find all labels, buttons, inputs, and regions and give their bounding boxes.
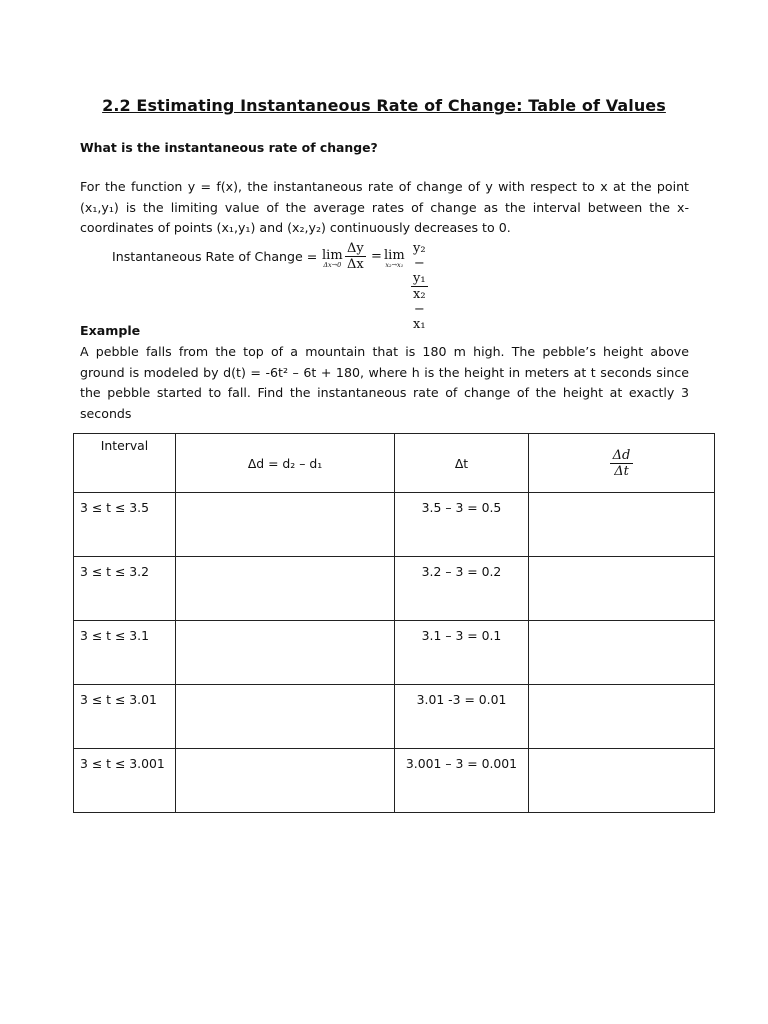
table-row (74, 557, 715, 621)
limit-1-subscript: Δx→0 (323, 261, 342, 269)
delta-d-cell[interactable] (176, 621, 395, 685)
delta-d-cell[interactable] (176, 749, 395, 813)
delta-t-cell: 3.5 – 3 = 0.5 (395, 493, 529, 557)
example-line: the pebble started to fall. Find the instantaneous rate of change of the height at exactly 3 (80, 385, 689, 400)
page-title: 2.2 Estimating Instantaneous Rate of Change: Table of Values (102, 96, 666, 115)
formula-equals: = (371, 249, 382, 264)
interval-cell: 3 ≤ t ≤ 3.5 (74, 493, 176, 557)
example-line: seconds (80, 405, 132, 421)
fraction-1-denominator: Δx (347, 257, 364, 272)
table-row (74, 493, 715, 557)
delta-t-cell: 3.01 -3 = 0.01 (395, 685, 529, 749)
delta-d-cell[interactable] (176, 557, 395, 621)
header-interval: Interval (74, 434, 176, 493)
definition-line: coordinates of points (x₁,y₁) and (x₂,y₂) continuously decreases to 0. (80, 220, 511, 235)
interval-cell: 3 ≤ t ≤ 3.1 (74, 621, 176, 685)
rate-table (73, 433, 715, 813)
header-delta-t: Δt (395, 434, 529, 493)
fraction-2-numerator: y₂ − y₁ (413, 241, 426, 286)
ratio-fraction (610, 448, 634, 479)
header-delta-d: Δd = d₂ – d₁ (176, 434, 395, 493)
interval-cell: 3 ≤ t ≤ 3.01 (74, 685, 176, 749)
table-header-row (74, 434, 715, 493)
ratio-numerator: Δd (610, 448, 634, 464)
ratio-cell[interactable] (529, 685, 715, 749)
fraction-dy-dx (345, 241, 366, 272)
limit-2-subscript: x₂→x₁ (385, 261, 404, 269)
interval-cell: 3 ≤ t ≤ 3.001 (74, 749, 176, 813)
ratio-cell[interactable] (529, 493, 715, 557)
example-line: ground is modeled by d(t) = -6t² – 6t + 180, where h is the height in meters at t seconds since (80, 364, 689, 380)
formula-lead: Instantaneous Rate of Change = (112, 249, 318, 264)
ratio-cell[interactable] (529, 621, 715, 685)
fraction-y-x (411, 241, 428, 332)
delta-d-cell[interactable] (176, 493, 395, 557)
delta-t-cell: 3.1 – 3 = 0.1 (395, 621, 529, 685)
ratio-cell[interactable] (529, 557, 715, 621)
question-heading: What is the instantaneous rate of change? (80, 140, 378, 155)
limit-2-word: lim (384, 248, 405, 263)
limit-2 (384, 248, 405, 269)
ratio-cell[interactable] (529, 749, 715, 813)
definition-paragraph (80, 177, 689, 239)
fraction-1-numerator: Δy (347, 241, 364, 256)
delta-d-cell[interactable] (176, 685, 395, 749)
delta-t-cell: 3.2 – 3 = 0.2 (395, 557, 529, 621)
ratio-denominator: Δt (614, 463, 629, 479)
delta-t-cell: 3.001 – 3 = 0.001 (395, 749, 529, 813)
table-row (74, 621, 715, 685)
header-ratio (529, 434, 715, 493)
table-row (74, 685, 715, 749)
limit-1-word: lim (322, 248, 343, 263)
definition-line: For the function y = f(x), the instantaneous rate of change of y with respect to x at the point (80, 179, 689, 194)
table-row (74, 749, 715, 813)
limit-1 (322, 248, 343, 269)
fraction-2-denominator: x₂ − x₁ (413, 287, 426, 332)
example-paragraph (80, 342, 689, 424)
interval-cell: 3 ≤ t ≤ 3.2 (74, 557, 176, 621)
example-line: A pebble falls from the top of a mountain that is 180 m high. The pebble’s height above (80, 344, 689, 359)
example-heading: Example (80, 323, 141, 338)
definition-line: (x₁,y₁) is the limiting value of the average rates of change as the interval between the x- (80, 199, 689, 215)
